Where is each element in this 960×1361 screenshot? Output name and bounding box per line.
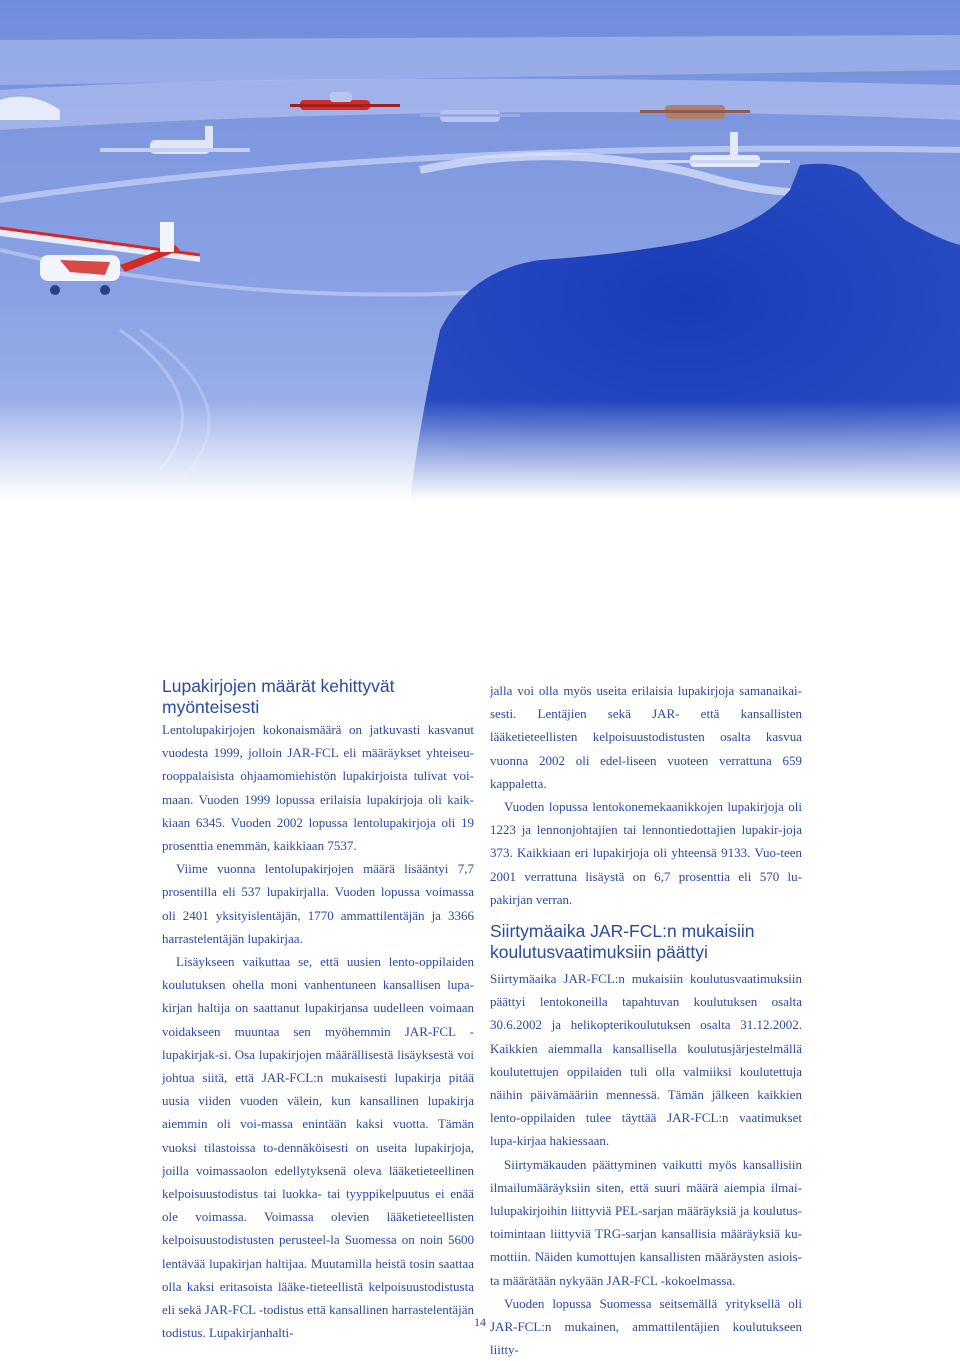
paragraph: Vuoden lopussa Suomessa seitsemällä yrityksellä oli JAR-FCL:n mukainen, ammattilentäjien koulutukseen liitty- bbox=[490, 1295, 802, 1358]
paragraph: Viime vuonna lentolupakirjojen määrä lisääntyi 7,7 prosentilla eli 537 lupakirjalla. Vuoden lopussa voimassa oli 2401 yksityislentäjän, 1770 ammattilentäjän ja 3366 harrastelentäjän lupakirjaa. bbox=[162, 861, 474, 946]
right-column bbox=[490, 679, 802, 1361]
left-column bbox=[162, 676, 474, 1344]
paragraph: Siirtymäkauden päättyminen vaikutti myös kansallisiin ilmailumääräyksiin siten, että suuri määrä aiempia ilmai-lulupakirjoihin liittyviä PEL-sarjan määräyksiä ja koulutus-toimintaan liittyviä TRG-sarjan kansallisia määräyksiä ku-mottiin. Näiden kumottujen kansallisten määräysten asiois-ta määrätään nykyään JAR-FCL -kokoelmassa. bbox=[490, 1156, 802, 1288]
paragraph: Vuoden lopussa lentokonemekaanikkojen lupakirjoja oli 1223 ja lennonjohtajien tai lennontiedottajien lupakir-joja 373. Kaikkiaan eri lupakirjoja oli yhteensä 9133. Vuo-teen 2001 verrattuna lisäystä on 6,7 prosenttia eli 570 lu-pakirjan verran. bbox=[490, 799, 802, 907]
airfield-snow-photo bbox=[0, 0, 960, 500]
page-number: 14 bbox=[474, 1315, 486, 1329]
section-heading: Siirtymäaika JAR-FCL:n mukaisiin koulutusvaatimuksiin päättyi bbox=[490, 921, 755, 963]
paragraph: Lisäykseen vaikuttaa se, että uusien lento-oppilaiden koulutuksen ohella moni vanhentuneen kansallisen lupa-kirjan haltija on saattanut lupakirjansa uudelleen voimaan voidakseen muuntaa sen myöhemmin JAR-FCL -lupakirjak-si. Osa lupakirjojen määrällisestä lisäyksestä voi johtua siitä, että JAR-FCL:n mukaisesti lupakirja pitää uusia viiden vuoden välein, kun kansallinen lupakirja aiemmin oli voi-massa enintään kaksi vuotta. Tämän vuoksi tilastoissa to-dennäköisesti on useita lupakirjoja, joilla voimassaolon edellytyksenä oleva lääketieteellinen kelpoisuustodistus tai luokka- tai tyyppikelpuutus ei enää ole voimassa. Voimassa olevien lääketieteellisten kelpoisuustodistusten perusteel-la Suomessa on noin 5600 lentävää lupakirjan haltijaa. Muutamilla heistä tosin saattaa olla kaksi eritasoista lääke-tieteellistä kelpoisuustodistusta eli sekä JAR-FCL -todistus että kansallinen harrastelentäjän todistus. Lupakirjanhalti- bbox=[162, 954, 474, 1341]
section-heading: Lupakirjojen määrät kehittyvät myönteisesti bbox=[162, 676, 395, 717]
paragraph: Lentolupakirjojen kokonaismäärä on jatkuvasti kasvanut vuodesta 1999, jolloin JAR-FCL eli määräykset yhteiseu-rooppalaisista ohjaamomiehistön lupakirjoista tulivat voi-maan. Vuoden 1999 lopussa erilaisia lupakirjoja oli kaik-kiaan 6345. Vuoden 2002 lopussa lentolupakirjoja oli 19 prosenttia enemmän, kaikkiaan 7537. bbox=[162, 722, 474, 854]
paragraph: Siirtymäaika JAR-FCL:n mukaisiin koulutusvaatimuksiin päättyi lentokoneilla tapahtuvan koulutuksen osalta 30.6.2002 ja helikopterikoulutuksen osalta 31.12.2002. Kaikkien aiemmalla kansallisella koulutusjärjestelmällä koulutettujen oppilaiden tuli olla valmiiksi koulutettuja näihin päivämääriin mennessä. Tämän jälkeen kaikkien lento-oppilaiden tulee täyttää JAR-FCL:n vaatimukset lupa-kirjaa hakiessaan. bbox=[490, 971, 802, 1149]
paragraph: jalla voi olla myös useita erilaisia lupakirjoja samanaikai-sesti. Lentäjien sekä JAR- että kansallisten lääketieteellisten kelpoisuustodistusten osalta kasvua vuonna 2002 oli edel-liseen vuoteen verrattuna 659 kappaletta. bbox=[490, 683, 802, 791]
